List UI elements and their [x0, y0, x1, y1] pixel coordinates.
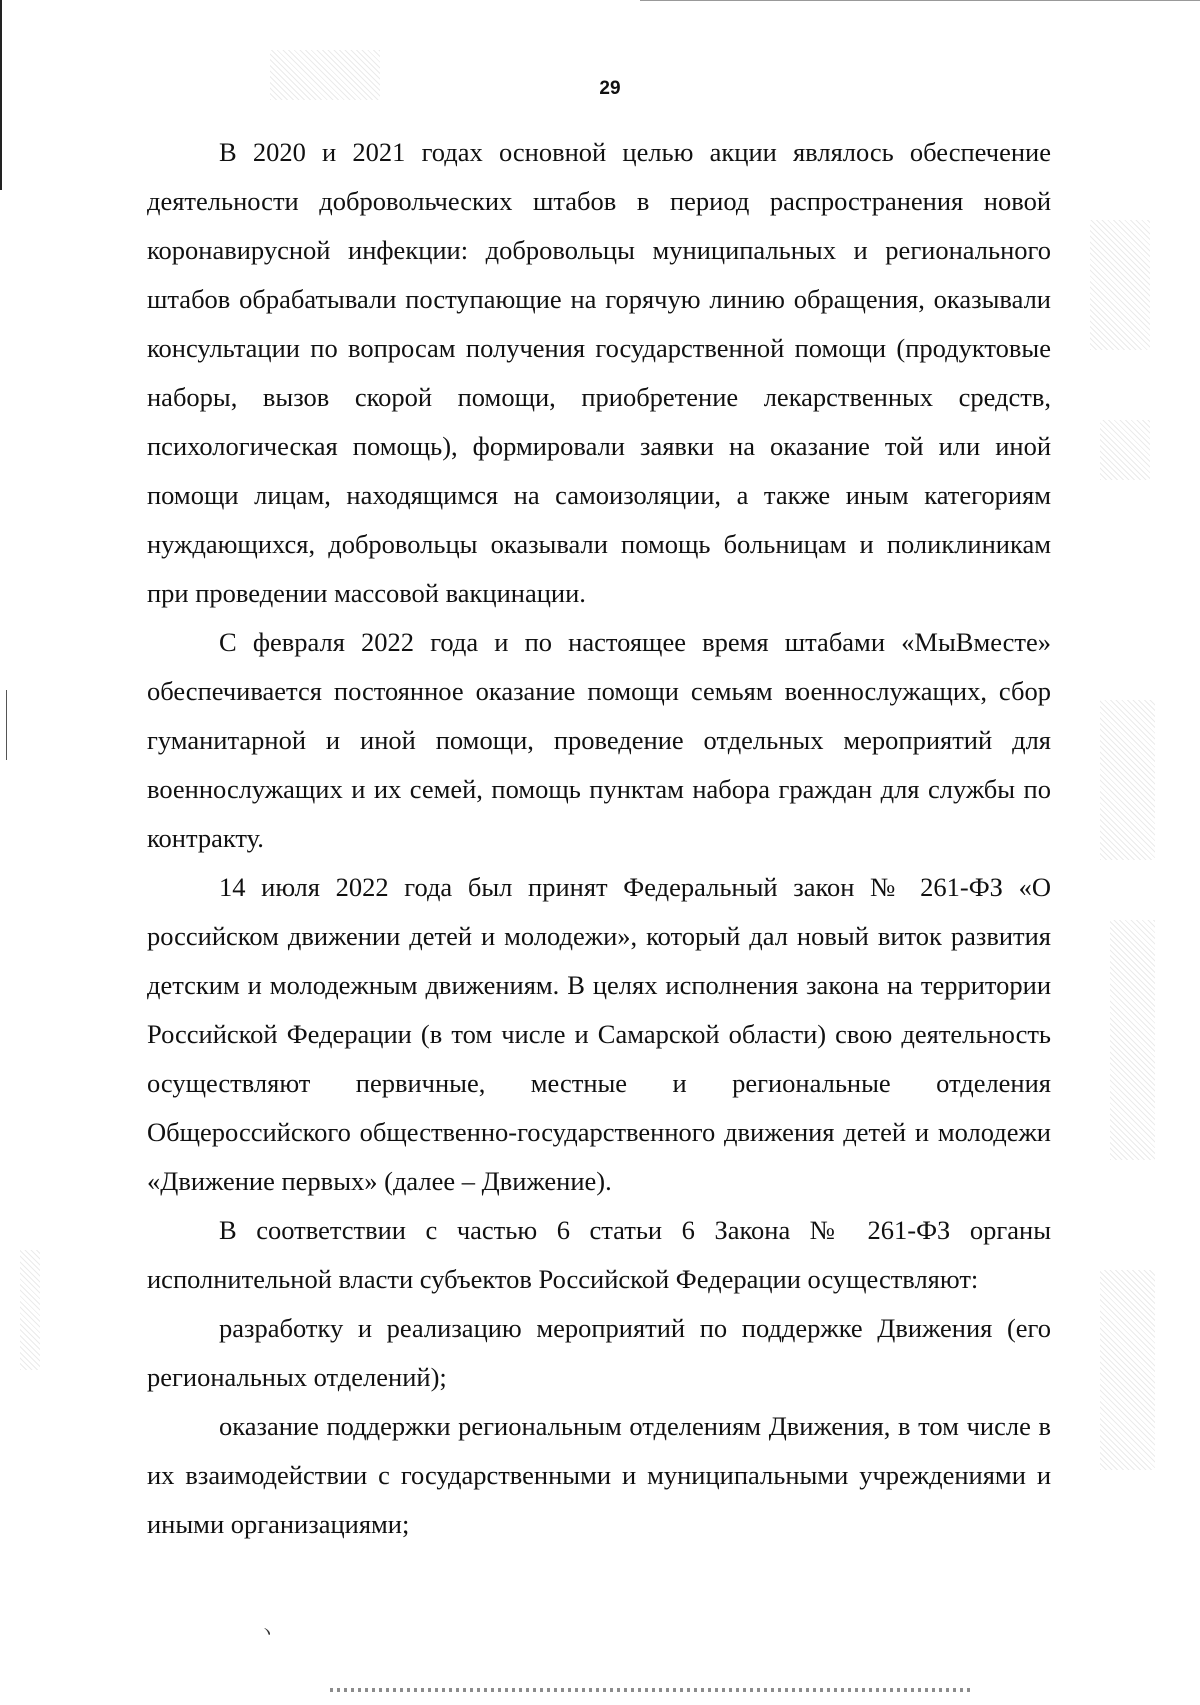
document-body	[147, 128, 1051, 1549]
scan-speckle	[1100, 1270, 1155, 1470]
page-number: 29	[599, 78, 621, 99]
paragraph: В соответствии с частью 6 статьи 6 Закона № 261-ФЗ органы исполнительной власти субъектов Российской Федерации осуществляют:	[147, 1215, 1051, 1294]
scan-speckle	[1090, 220, 1150, 350]
scan-speckle	[1110, 920, 1155, 1160]
scan-speckle	[1100, 420, 1150, 480]
scan-edge-line	[0, 0, 2, 190]
paragraph: В 2020 и 2021 годах основной целью акции являлось обеспечение деятельности добровольческих штабов в период распространения новой коронавирусной инфекции: добровольцы муниципальных и регионального штабов обрабатывали поступающие на горячую линию обращения, оказывали консультации по вопросам получения государственной помощи (продуктовые наборы, вызов скорой помощи, приобретение лекарственных средств, психологическая помощь), формировали заявки на оказание той или иной помощи лицам, находящимся на самоизоляции, а также иным категориям нуждающихся, добровольцы оказывали помощь больницам и поликлиникам при проведении массовой вакцинации.	[147, 137, 1051, 608]
scan-edge-line	[640, 0, 1200, 1]
scan-speckle	[20, 1250, 40, 1370]
scan-edge-line	[6, 690, 7, 760]
paragraph: оказание поддержки региональным отделениям Движения, в том числе в их взаимодействии с государственными и муниципальными учреждениями и иными организациями;	[147, 1411, 1051, 1539]
scan-speckle	[270, 50, 380, 100]
paragraph: разработку и реализацию мероприятий по поддержке Движения (его региональных отделений);	[147, 1313, 1051, 1392]
scan-mark: ヽ	[258, 1622, 276, 1643]
paragraph: С февраля 2022 года и по настоящее время штабами «МыВместе» обеспечивается постоянное оказание помощи семьям военнослужащих, сбор гуманитарной и иной помощи, проведение отдельных мероприятий для военнослужащих и их семей, помощь пунктам набора граждан для службы по контракту.	[147, 627, 1051, 853]
scan-bottom-noise	[330, 1688, 970, 1692]
scan-speckle	[1100, 700, 1155, 860]
paragraph: 14 июля 2022 года был принят Федеральный закон № 261-ФЗ «О российском движении детей и молодежи», который дал новый виток развития детским и молодежным движениям. В целях исполнения закона на территории Российской Федерации (в том числе и Самарской области) свою деятельность осуществляют первичные, местные и региональные отделения Общероссийского общественно-государственного движения детей и молодежи «Движение первых» (далее – Движение).	[147, 872, 1051, 1196]
